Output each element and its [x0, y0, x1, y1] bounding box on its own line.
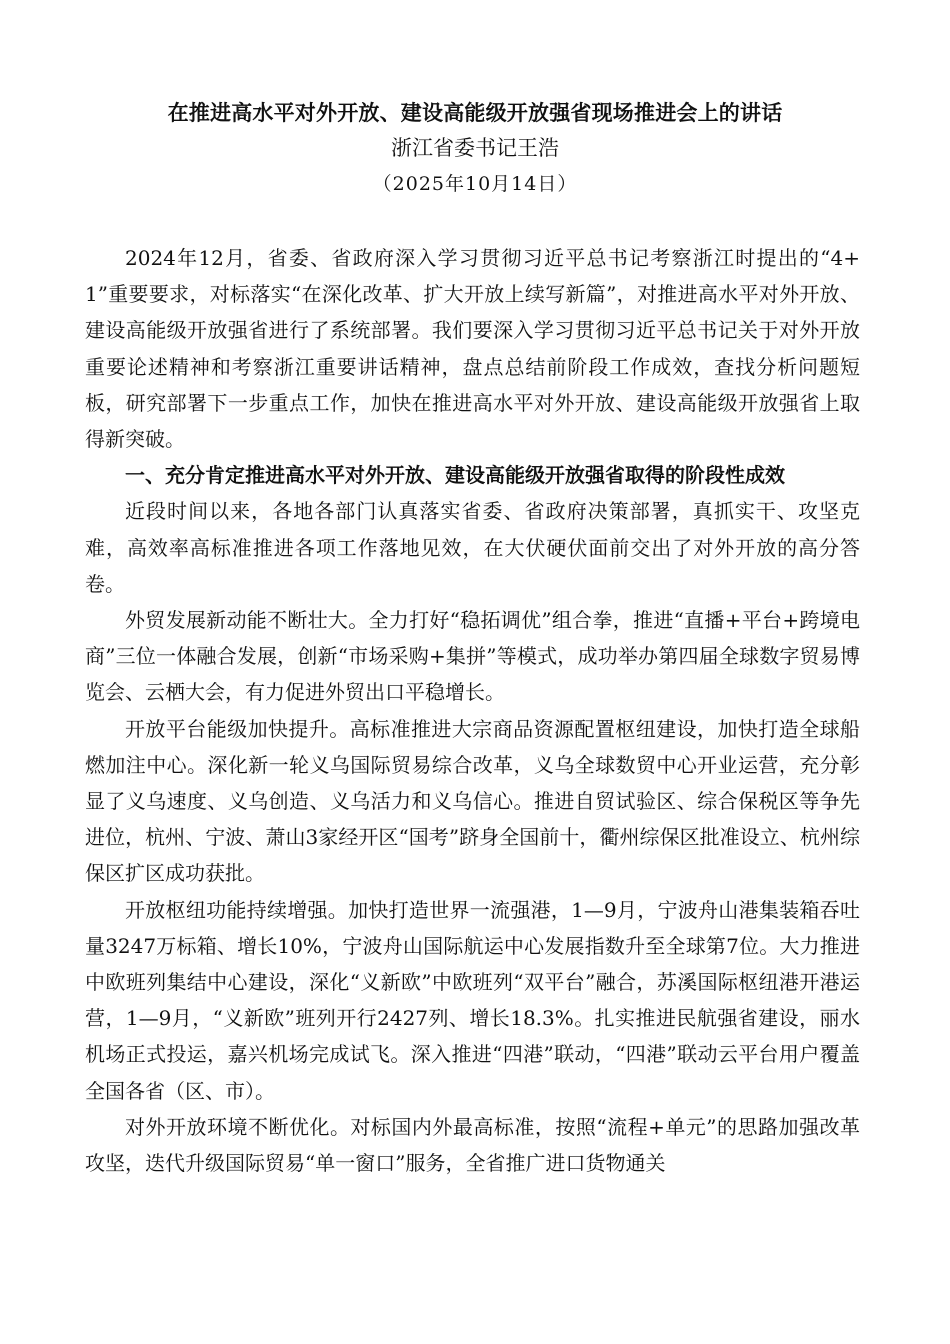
- document-author: 浙江省委书记王浩: [391, 136, 559, 160]
- document-date: （2025年10月14日）: [372, 173, 578, 195]
- paragraph-foreign-trade: 外贸发展新动能不断壮大。全力打好“稳拓调优”组合拳，推进“直播+平台+跨境电商”三位一体融合发展，创新“市场采购+集拼”等模式，成功举办第四届全球数字贸易博览会、云栖大会，有力促进外贸出口平稳增长。: [85, 608, 860, 705]
- paragraph-open-hub: 开放枢纽功能持续增强。加快打造世界一流强港，1—9月，宁波舟山港集装箱吞吐量3247万标箱、增长10%，宁波舟山国际航运中心发展指数升至全球第7位。大力推进中欧班列集结中心建设，深化“义新欧”中欧班列“双平台”融合，苏溪国际枢纽港开港运营，1—9月，“义新欧”班列开行2427列、增长18.3%。扎实推进民航强省建设，丽水机场正式投运，嘉兴机场完成试飞。深入推进“四港”联动，“四港”联动云平台用户覆盖全国各省（区、市）。: [85, 897, 860, 1103]
- document-title: 在推进高水平对外开放、建设高能级开放强省现场推进会上的讲话: [167, 100, 783, 125]
- paragraph-open-environment: 对外开放环境不断优化。对标国内外最高标准，按照“流程+单元”的思路加强改革攻坚，迭代升级国际贸易“单一窗口”服务，全省推广进口货物通关: [85, 1114, 860, 1176]
- section-heading-1: 一、充分肯定推进高水平对外开放、建设高能级开放强省取得的阶段性成效: [125, 463, 785, 488]
- paragraph-intro: 2024年12月，省委、省政府深入学习贯彻习近平总书记考察浙江时提出的“4+1”重要要求，对标落实“在深化改革、扩大开放上续写新篇”，对推进高水平对外开放、建设高能级开放强省进行了系统部署。我们要深入学习贯彻习近平总书记关于对外开放重要论述精神和考察浙江重要讲话精神，盘点总结前阶段工作成效，查找分析问题短板，研究部署下一步重点工作，加快在推进高水平对外开放、建设高能级开放强省上取得新突破。: [85, 246, 860, 452]
- document-body: [85, 240, 860, 1181]
- document-header: [0, 96, 950, 202]
- paragraph-open-platform: 开放平台能级加快提升。高标准推进大宗商品资源配置枢纽建设，加快打造全球船燃加注中心。深化新一轮义乌国际贸易综合改革，义乌全球数贸中心开业运营，充分彰显了义乌速度、义乌创造、义乌活力和义乌信心。推进自贸试验区、综合保税区等争先进位，杭州、宁波、萧山3家经开区“国考”跻身全国前十，衢州综保区批准设立、杭州综保区扩区成功获批。: [85, 716, 860, 886]
- paragraph-overview: 近段时间以来，各地各部门认真落实省委、省政府决策部署，真抓实干、攻坚克难，高效率高标准推进各项工作落地见效，在大伏硬伏面前交出了对外开放的高分答卷。: [85, 499, 860, 596]
